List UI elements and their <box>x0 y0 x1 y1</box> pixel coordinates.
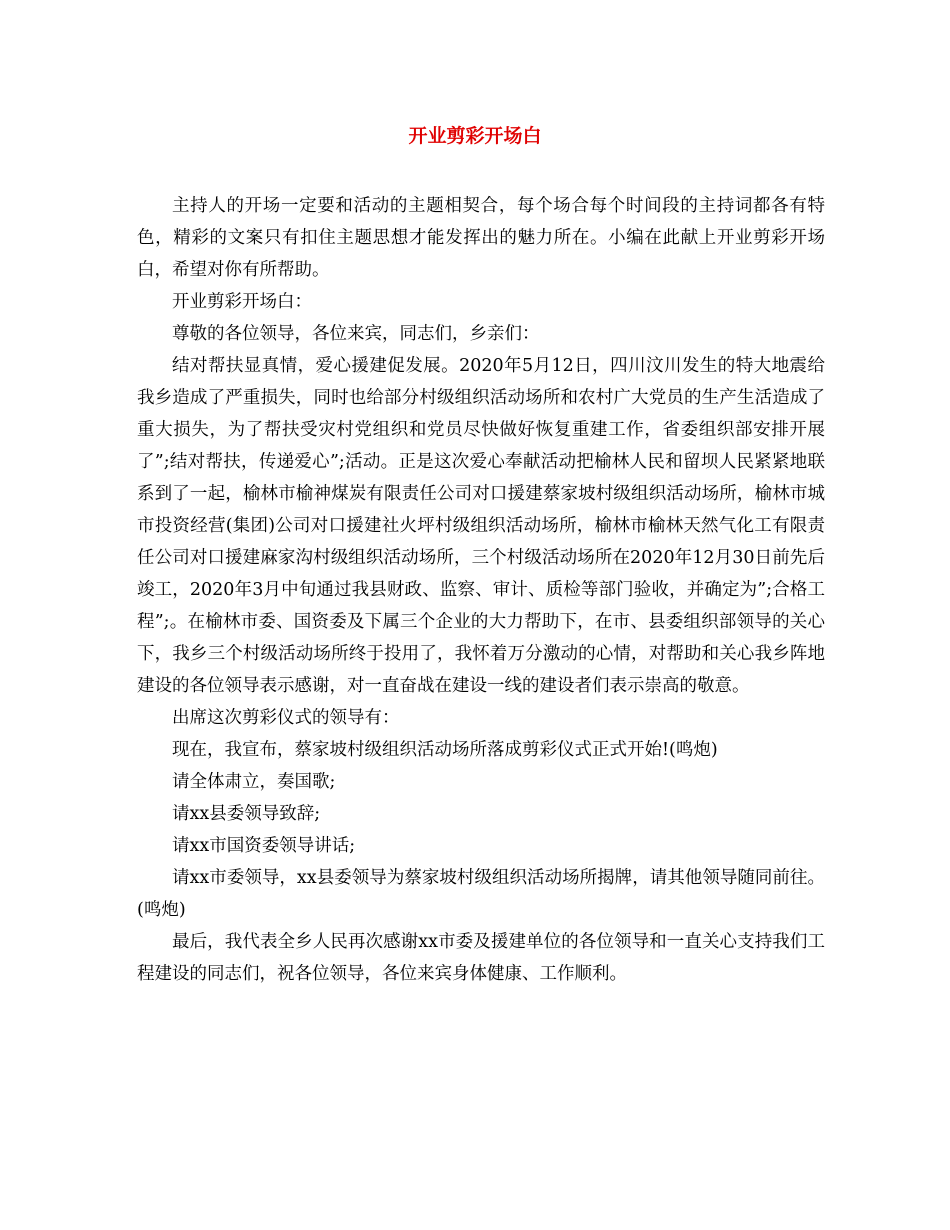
paragraph-city-speech: 请xx市国资委领导讲话; <box>172 836 356 856</box>
paragraph-announcement: 现在，我宣布，蔡家坡村级组织活动场所落成剪彩仪式正式开始!(鸣炮) <box>172 740 718 760</box>
paragraph-unveiling: 请xx市委领导，xx县委领导为蔡家坡村级组织活动场所揭牌，请其他领导随同前往。(鸣炮) <box>137 868 825 920</box>
paragraph-county-speech: 请xx县委领导致辞; <box>172 804 321 824</box>
paragraph-main: 结对帮扶显真情，爱心援建促发展。2020年5月12日，四川汶川发生的特大地震给我乡造成了严重损失，同时也给部分村级组织活动场所和农村广大党员的生产生活造成了重大损失，为了帮扶受灾村党组织和党员尽快做好恢复重建工作，省委组织部安排开展了”;结对帮扶，传递爱心”;活动。正是这次爱心奉献活动把榆林人民和留坝人民紧紧地联系到了一起，榆林市榆神煤炭有限责任公司对口援建蔡家坡村级组织活动场所，榆林市城市投资经营(集团)公司对口援建社火坪村级组织活动场所，榆林市榆林天然气化工有限责任公司对口援建麻家沟村级组织活动场所，三个村级活动场所在2020年12月30日前先后竣工，2020年3月中旬通过我县财政、监察、审计、质检等部门验收，并确定为”;合格工程”;。在榆林市委、国资委及下属三个企业的大力帮助下，在市、县委组织部领导的关心下，我乡三个村级活动场所终于投用了，我怀着万分激动的心情，对帮助和关心我乡阵地建设的各位领导表示感谢，对一直奋战在建设一线的建设者们表示崇高的敬意。 <box>137 356 825 696</box>
paragraph-intro: 主持人的开场一定要和活动的主题相契合，每个场合每个时间段的主持词都各有特色，精彩的文案只有扣住主题思想才能发挥出的魅力所在。小编在此献上开业剪彩开场白，希望对你有所帮助。 <box>137 196 825 280</box>
paragraph-anthem: 请全体肃立，奏国歌; <box>172 772 336 792</box>
paragraph-salutation: 尊敬的各位领导，各位来宾，同志们，乡亲们： <box>172 324 540 344</box>
paragraph-closing: 最后，我代表全乡人民再次感谢xx市委及援建单位的各位领导和一直关心支持我们工程建设的同志们，祝各位领导，各位来宾身体健康、工作顺利。 <box>137 932 825 984</box>
paragraph-heading: 开业剪彩开场白： <box>172 292 312 312</box>
document-body <box>137 190 825 990</box>
document-title: 开业剪彩开场白 <box>408 125 542 147</box>
paragraph-attendees: 出席这次剪彩仪式的领导有： <box>172 708 400 728</box>
